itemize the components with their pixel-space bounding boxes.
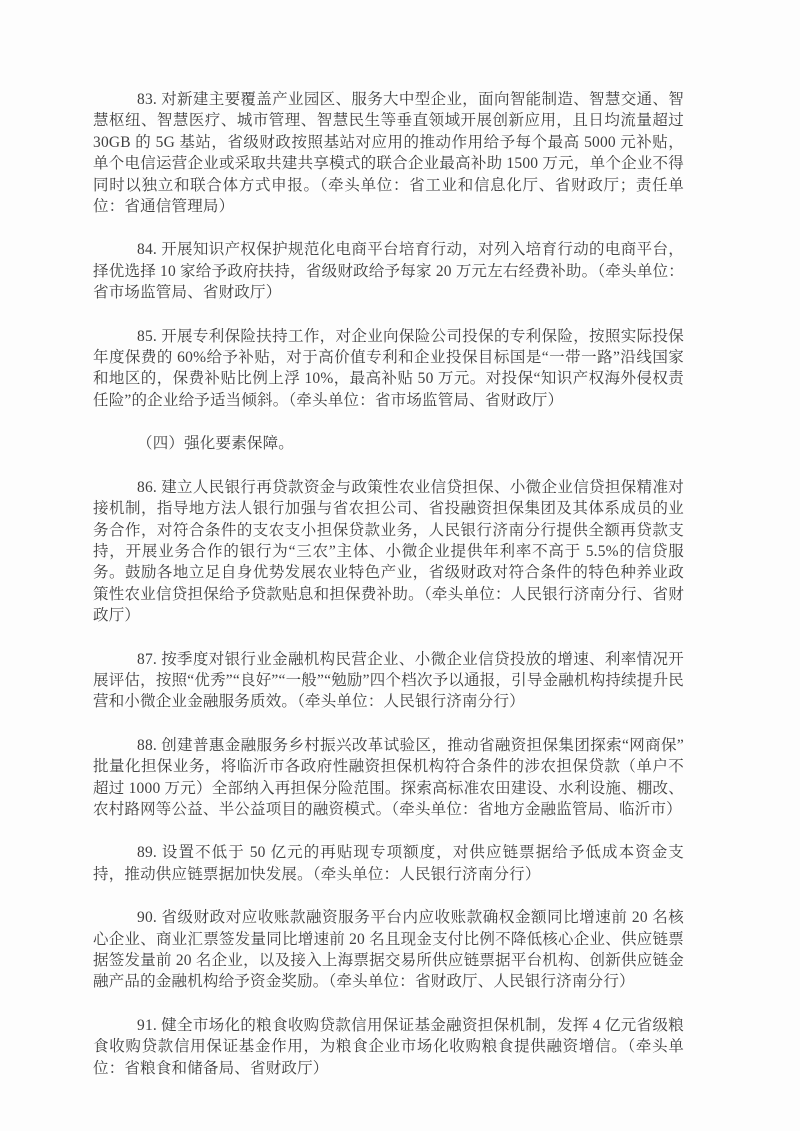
paragraph-88: 88. 创建普惠金融服务乡村振兴改革试验区，推动省融资担保集团探索“网商保”批量化担保业务，将临沂市各政府性融资担保机构符合条件的涉农担保贷款（单户不超过 1000 万元）全部纳入再担保分险范围。探索高标准农田建设、水利设施、棚改、农村路网等公益、半公益项目的融资模式。（牵头单位：省地方金融监管局、临沂市） <box>93 736 684 818</box>
paragraph-83: 83. 对新建主要覆盖产业园区、服务大中型企业，面向智能制造、智慧交通、智慧枢纽、智慧医疗、城市管理、智慧民生等垂直领域开展创新应用，且日均流量超过 30GB 的 5G 基站，省级财政按照基站对应用的推动作用给予每个最高 5000 元补贴，单个电信运营企业或采取共建共享模式的联合企业最高补助 1500 万元，单个企业不得同时以独立和联合体方式申报。（牵头单位：省工业和信息化厅、省财政厅；责任单位：省通信管理局） <box>93 91 684 216</box>
section-heading-4: （四）强化要素保障。 <box>137 435 295 453</box>
paragraph-87: 87. 按季度对银行业金融机构民营企业、小微企业信贷投放的增速、利率情况开展评估，按照“优秀”“良好”“一般”“勉励”四个档次予以通报，引导金融机构持续提升民营和小微企业金融服务质效。（牵头单位：人民银行济南分行） <box>93 650 684 711</box>
paragraph-90: 90. 省级财政对应收账款融资服务平台内应收账款确权金额同比增速前 20 名核心企业、商业汇票签发量同比增速前 20 名且现金支付比例不降低核心企业、供应链票据签发量前 20 名企业，以及接入上海票据交易所供应链票据平台机构、创新供应链金融产品的金融机构给予资金奖励。（牵头单位：省财政厅、人民银行济南分行） <box>93 909 684 991</box>
paragraph-91: 91. 健全市场化的粮食收购贷款信用保证基金融资担保机制，发挥 4 亿元省级粮食收购贷款信用保证基金作用，为粮食企业市场化收购粮食提供融资增信。（牵头单位：省粮食和储备局、省财政厅） <box>93 1016 684 1077</box>
paragraph-84: 84. 开展知识产权保护规范化电商平台培育行动，对列入培育行动的电商平台，择优选择 10 家给予政府扶持，省级财政给予每家 20 万元左右经费补助。（牵头单位：省市场监管局、省财政厅） <box>93 241 684 302</box>
paragraph-86: 86. 建立人民银行再贷款资金与政策性农业信贷担保、小微企业信贷担保精准对接机制，指导地方法人银行加强与省农担公司、省投融资担保集团及其体系成员的业务合作，对符合条件的支农支小担保贷款业务，人民银行济南分行提供全额再贷款支持，开展业务合作的银行为“三农”主体、小微企业提供年利率不高于 5.5%的信贷服务。鼓励各地立足自身优势发展农业特色产业，省级财政对符合条件的特色种养业政策性农业信贷担保给予贷款贴息和担保费补助。（牵头单位：人民银行济南分行、省财政厅） <box>93 478 684 625</box>
paragraph-85: 85. 开展专利保险扶持工作，对企业向保险公司投保的专利保险，按照实际投保年度保费的 60%给予补贴，对于高价值专利和企业投保目标国是“一带一路”沿线国家和地区的，保费补贴比例上浮 10%，最高补贴 50 万元。对投保“知识产权海外侵权责任险”的企业给予适当倾斜。（牵头单位：省市场监管局、省财政厅） <box>93 327 684 409</box>
paragraph-89: 89. 设置不低于 50 亿元的再贴现专项额度，对供应链票据给予低成本资金支持，推动供应链票据加快发展。（牵头单位：人民银行济南分行） <box>93 844 684 883</box>
